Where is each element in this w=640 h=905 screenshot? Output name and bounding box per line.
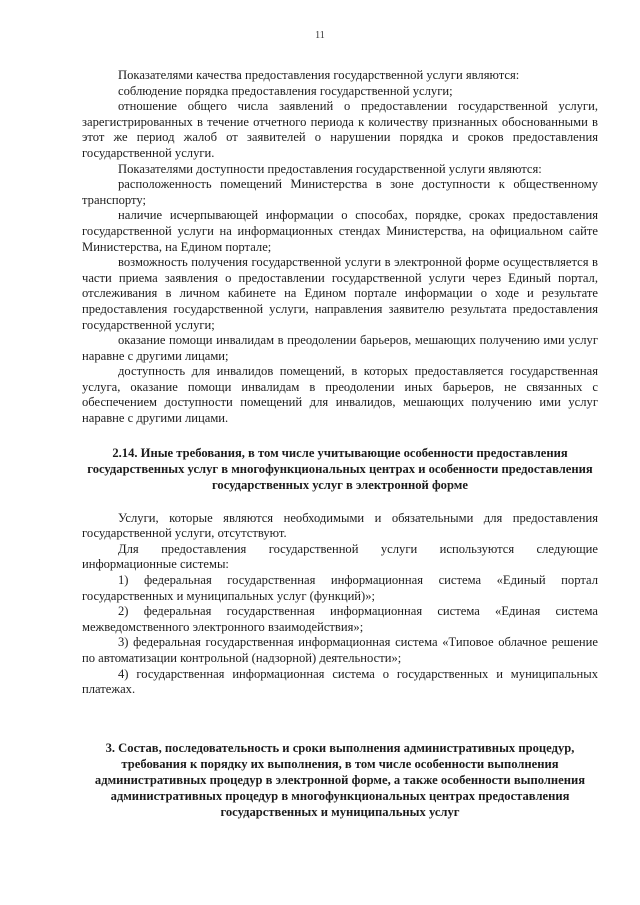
section-heading-2-14: 2.14. Иные требования, в том числе учитывающие особенности предоставления государственных услуг в многофункциональных центрах и особенности предоставления государственных услуг в электронной форме (87, 445, 593, 492)
paragraph: возможность получения государственной услуги в электронной форме осуществляется в части приема заявления о предоставлении государственной услуги через Единый портал, отслеживания в личном кабинете на Едином портале информации о ходе и результате предоставления государственной услуги, направления заявителю результата предоставления государственной услуги; (82, 255, 598, 332)
section-2-13-indicators (82, 68, 598, 427)
paragraph: Для предоставления государственной услуги используются следующие информационные системы: (82, 541, 598, 572)
page-number: 11 (315, 30, 325, 41)
paragraph: расположенность помещений Министерства в зоне доступности к общественному транспорту; (82, 177, 598, 207)
paragraph: 1) федеральная государственная информационная система «Единый портал государственных и муниципальных услуг (функций)»; (82, 573, 598, 603)
section-heading-3: 3. Состав, последовательность и сроки выполнения административных процедур, требования к порядку их выполнения, в том числе особенности выполнения административных процедур в электронной форме, а также особенности выполнения административных процедур в многофункциональных центрах предоставления государственных и муниципальных услуг (94, 740, 586, 819)
paragraph: Показателями качества предоставления государственной услуги являются: (118, 68, 520, 82)
paragraph: 2) федеральная государственная информационная система «Единая система межведомственного электронного взаимодействия»; (82, 604, 598, 634)
paragraph: 3) федеральная государственная информационная система «Типовое облачное решение по автоматизации контрольной (надзорной) деятельности»; (82, 635, 598, 665)
paragraph: 4) государственная информационная система о государственных и муниципальных платежах. (82, 666, 598, 697)
paragraph: доступность для инвалидов помещений, в которых предоставляется государственная услуга, оказание помощи инвалидам в преодолении иных барьеров, не связанных с обеспечением доступности помещений для инвалидов, мешающих получению ими услуг наравне с другими лицами. (82, 364, 598, 426)
paragraph: отношение общего числа заявлений о предоставлении государственной услуги, зарегистрированных в течение отчетного периода к количеству признанных обоснованными в этот же период жалоб от заявителей о нарушении порядка и сроков предоставления государственной услуги. (82, 99, 598, 160)
document-body (82, 68, 598, 820)
paragraph: соблюдение порядка предоставления государственной услуги; (118, 83, 453, 98)
paragraph: оказание помощи инвалидам в преодолении барьеров, мешающих получению ими услуг наравне с другими лицами; (82, 333, 598, 363)
paragraph: Услуги, которые являются необходимыми и обязательными для предоставления государственной услуги, отсутствуют. (82, 510, 598, 541)
paragraph: наличие исчерпывающей информации о способах, порядке, сроках предоставления государственной услуги на информационных стендах Министерства, на официальном сайте Министерства, на Едином портале; (82, 208, 598, 254)
section-2-14-body (82, 511, 598, 698)
paragraph: Показателями доступности предоставления государственной услуги являются: (118, 161, 542, 176)
